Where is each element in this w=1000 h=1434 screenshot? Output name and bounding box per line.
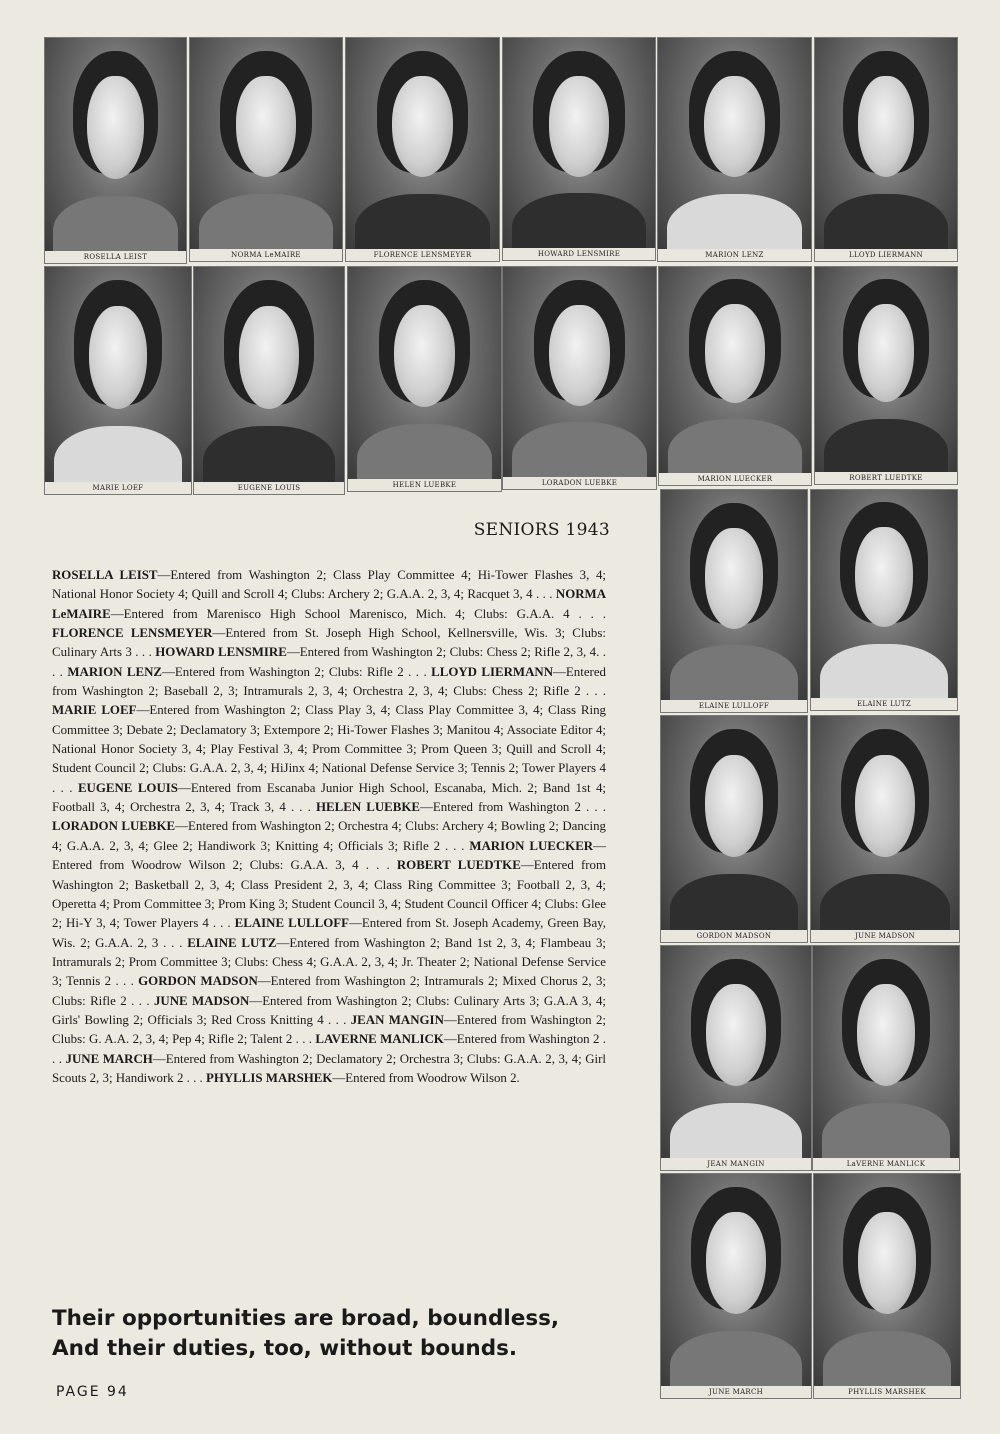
portrait-image xyxy=(813,946,959,1158)
portrait-image xyxy=(661,490,807,700)
motto-line-1: Their opportunities are broad, boundless, xyxy=(52,1306,560,1331)
bio-name: HELEN LUEBKE xyxy=(316,800,421,815)
bio-paragraph xyxy=(52,566,606,1088)
photo-caption: MARIE LOEF xyxy=(92,484,144,492)
portrait-image xyxy=(503,38,655,248)
photo-caption: LaVERNE MANLICK xyxy=(846,1160,926,1168)
page-number: PAGE 94 xyxy=(56,1384,129,1400)
photo-marion-luecker xyxy=(658,266,812,486)
bio-name: GORDON MADSON xyxy=(138,974,258,989)
motto-line-2: And their duties, too, without bounds. xyxy=(52,1336,518,1361)
bio-separator: . . . xyxy=(52,1032,607,1066)
bio-details: —Entered from Washington 2; Class Play 3, 4; Class Play Committee 3, 4; Class Ring Committee 3; Debate 2; Declamatory 3; Extempore 2; Hi-Tower Flashes 3; Manitou 4; Associate Editor 4; National Honor Society 3, 4; Play Festival 3, 4; Prom Committee 3; Prom Queen 3; Quill and Scroll 4; Student Council 2; Clubs: G.A.A. 2, 3, 4; HiJinx 4; National Defense Service 3; Tennis 2; Tower Players 4 xyxy=(52,703,606,776)
photo-caption: PHYLLIS MARSHEK xyxy=(848,1388,926,1396)
photo-marie-loef xyxy=(44,266,192,495)
portrait-image xyxy=(45,267,191,482)
bio-name: ELAINE LULLOFF xyxy=(234,916,349,931)
photo-caption: GORDON MADSON xyxy=(696,932,772,940)
section-title: SENIORS 1943 xyxy=(473,520,610,540)
portrait-image xyxy=(815,267,957,472)
photo-caption: JEAN MANGIN xyxy=(707,1160,765,1168)
bio-separator: . . . xyxy=(580,684,606,699)
bio-details: —Entered from Washington 2; Orchestra 4; Clubs: Archery 4; Bowling 2; Dancing 4; G.A.A. 2, 3, 4; Glee 2; Handiwork 3; Knitting 4; Officials 3; Rifle 2 xyxy=(52,819,606,853)
bio-separator: . . . xyxy=(131,645,156,660)
bio-separator: . . . xyxy=(569,606,606,621)
photo-elaine-lulloff xyxy=(660,489,808,713)
bio-details: —Entered from Washington 2 xyxy=(443,1032,600,1047)
bio-separator: . . . xyxy=(126,993,154,1008)
bio-separator: . . . xyxy=(52,645,606,679)
photo-caption: FLORENCE LENSMEYER xyxy=(373,251,472,259)
bio-name: LORADON LUEBKE xyxy=(52,819,176,834)
portrait-image xyxy=(658,38,811,249)
portrait-image xyxy=(811,716,959,930)
portrait-image xyxy=(661,1174,811,1386)
bio-details: —Entered from Washington 2; Class Play Committee 4; Hi-Tower Flashes 3, 4; National Honor Society 4; Quill and Scroll 4; Clubs: Archery 2; G.A.A. 2, 3, 4; Racquet 3, 4 xyxy=(52,568,606,602)
bio-separator: . . . xyxy=(183,1070,206,1085)
photo-eugene-louis xyxy=(193,266,345,495)
portrait-image xyxy=(814,1174,960,1386)
photo-rosella-leist xyxy=(44,37,187,264)
photo-loradon-luebke xyxy=(502,266,657,490)
photo-caption: ELAINE LULLOFF xyxy=(698,702,770,710)
portrait-image xyxy=(659,267,811,473)
bio-separator: . . . xyxy=(323,1012,351,1027)
bio-details: —Entered from Woodrow Wilson 2; Clubs: G.A.A. 3, 4 xyxy=(52,838,606,873)
bio-name: NORMA LeMAIRE xyxy=(52,587,607,621)
bio-separator: . . . xyxy=(285,800,317,815)
bio-name: LLOYD LIERMANN xyxy=(431,664,554,679)
bio-separator: . . . xyxy=(158,935,188,950)
portrait-image xyxy=(348,267,501,479)
bio-name: JUNE MARCH xyxy=(65,1051,153,1066)
bio-details: —Entered from Washington 2; Clubs: G. A.A. 2, 3, 4; Pep 4; Rifle 2; Talent 2 xyxy=(52,1012,606,1047)
photo-caption: HELEN LUEBKE xyxy=(392,481,457,489)
bio-details: —Entered from Woodrow Wilson 2. xyxy=(332,1070,520,1085)
bio-separator: . . . xyxy=(358,858,397,873)
bio-name: JEAN MANGIN xyxy=(350,1012,444,1027)
bio-name: FLORENCE LENSMEYER xyxy=(52,626,213,641)
bio-name: ROSELLA LEIST xyxy=(52,568,158,582)
bio-details: —Entered from St. Joseph Academy, Green Bay, Wis. 2; G.A.A. 2, 3 xyxy=(52,916,606,950)
bio-name: MARION LENZ xyxy=(67,664,163,679)
photo-june-march xyxy=(660,1173,812,1399)
photo-caption: MARION LENZ xyxy=(705,251,764,259)
bio-name: HOWARD LENSMIRE xyxy=(155,645,287,660)
photo-florence-lensmeyer xyxy=(345,37,500,262)
photo-laverne-manlick xyxy=(812,945,960,1171)
photo-caption: HOWARD LENSMIRE xyxy=(537,250,621,258)
photo-caption: ROSELLA LEIST xyxy=(83,253,148,261)
bio-name: LAVERNE MANLICK xyxy=(315,1032,444,1047)
portrait-image xyxy=(811,490,957,698)
photo-caption: LORADON LUEBKE xyxy=(541,479,618,487)
bio-separator: . . . xyxy=(52,780,78,795)
portrait-image xyxy=(194,267,344,482)
photo-helen-luebke xyxy=(347,266,502,492)
photo-caption: EUGENE LOUIS xyxy=(237,484,301,492)
bio-separator: . . . xyxy=(111,974,139,989)
portrait-image xyxy=(190,38,342,249)
bio-name: ROBERT LUEDTKE xyxy=(396,858,521,873)
photo-jean-mangin xyxy=(660,945,812,1171)
photo-june-madson xyxy=(810,715,960,943)
bio-details: —Entered from Washington 2; Clubs: Rifle 2 xyxy=(162,664,404,679)
photo-marion-lenz xyxy=(657,37,812,262)
photo-robert-luedtke xyxy=(814,266,958,485)
bio-details: —Entered from Washington 2; Band 1st 2, 3, 4; Flambeau 3; Intramurals 2; Prom Committee 3; Clubs: Chess 4; G.A.A. 2, 3, 4; Jr. Theater 2; National Defense Service 3; Tennis 2 xyxy=(52,935,606,989)
portrait-image xyxy=(503,267,656,477)
photo-phyllis-marshek xyxy=(813,1173,961,1399)
photo-caption: JUNE MARCH xyxy=(708,1388,764,1396)
photo-caption: ELAINE LUTZ xyxy=(856,700,912,708)
photo-caption: LLOYD LIERMANN xyxy=(849,251,923,259)
photo-gordon-madson xyxy=(660,715,808,943)
bio-name: PHYLLIS MARSHEK xyxy=(205,1070,333,1085)
photo-norma-lemaire xyxy=(189,37,343,262)
photo-caption: MARION LUECKER xyxy=(697,475,773,483)
bio-details: —Entered from Washington 2; Declamatory 2; Orchestra 3; Clubs: G.A.A. 2, 3, 4; Girl Scouts 2, 3; Handiwork 2 xyxy=(52,1051,606,1085)
motto xyxy=(52,1304,612,1364)
bio-details: —Entered from Escanaba Junior High School, Escanaba, Mich. 2; Band 1st 4; Football 3, 4; Orchestra 2, 3, 4; Track 3, 4 xyxy=(52,780,606,815)
bio-name: MARIE LOEF xyxy=(52,703,137,718)
bio-name: EUGENE LOUIS xyxy=(77,780,178,795)
photo-howard-lensmire xyxy=(502,37,656,261)
bio-details: —Entered from Washington 2 xyxy=(420,800,581,815)
bio-details: —Entered from Washington 2; Intramurals 2; Mixed Chorus 2, 3; Clubs: Rifle 2 xyxy=(52,974,606,1008)
bio-details: —Entered from Washington 2; Clubs: Chess 2; Rifle 2, 3, 4. xyxy=(286,645,600,660)
bio-separator: . . . xyxy=(292,1032,316,1047)
bio-name: MARION LUECKER xyxy=(469,838,594,853)
bio-separator: . . . xyxy=(403,664,432,679)
photo-caption: NORMA LeMAIRE xyxy=(231,251,301,259)
bio-details: —Entered from St. Joseph High School, Kellnersville, Wis. 3; Clubs: Culinary Arts 3 xyxy=(52,626,606,660)
bio-separator: . . . xyxy=(580,800,606,815)
bio-separator: . . . xyxy=(532,587,556,602)
bio-separator: . . . xyxy=(208,916,235,931)
bio-name: JUNE MADSON xyxy=(153,993,250,1008)
bio-separator: . . . xyxy=(440,838,470,853)
bio-name: ELAINE LUTZ xyxy=(187,935,277,950)
photo-caption: ROBERT LUEDTKE xyxy=(849,474,923,482)
bio-details: —Entered from Washington 2; Basketball 2, 3, 4; Class President 2, 3, 4; Class Ring Committee 3; Football 2, 3, 4; Operetta 4; Prom Committee 3; Prom King 3; Student Council 3, 4; Student Council Officer 4; Clubs: Glee 2; Hi-Y 3, 4; Tower Players 4 xyxy=(52,858,606,931)
photo-lloyd-liermann xyxy=(814,37,958,262)
portrait-image xyxy=(661,716,807,930)
bio-details: —Entered from Washington 2; Clubs: Culinary Arts 3; G.A.A 3, 4; Girls' Bowling 2; Officials 3; Red Cross Knitting 4 xyxy=(52,993,606,1027)
bio-details: —Entered from Washington 2; Baseball 2, 3; Intramurals 2, 3, 4; Orchestra 2, 3, 4; Clubs: Chess 2; Rifle 2 xyxy=(52,664,607,699)
portrait-image xyxy=(815,38,957,249)
photo-caption: JUNE MADSON xyxy=(855,932,915,940)
photo-elaine-lutz xyxy=(810,489,958,711)
portrait-image xyxy=(45,38,186,251)
bio-details: —Entered from Marenisco High School Marenisco, Mich. 4; Clubs: G.A.A. 4 xyxy=(110,606,570,621)
portrait-image xyxy=(346,38,499,249)
portrait-image xyxy=(661,946,811,1158)
